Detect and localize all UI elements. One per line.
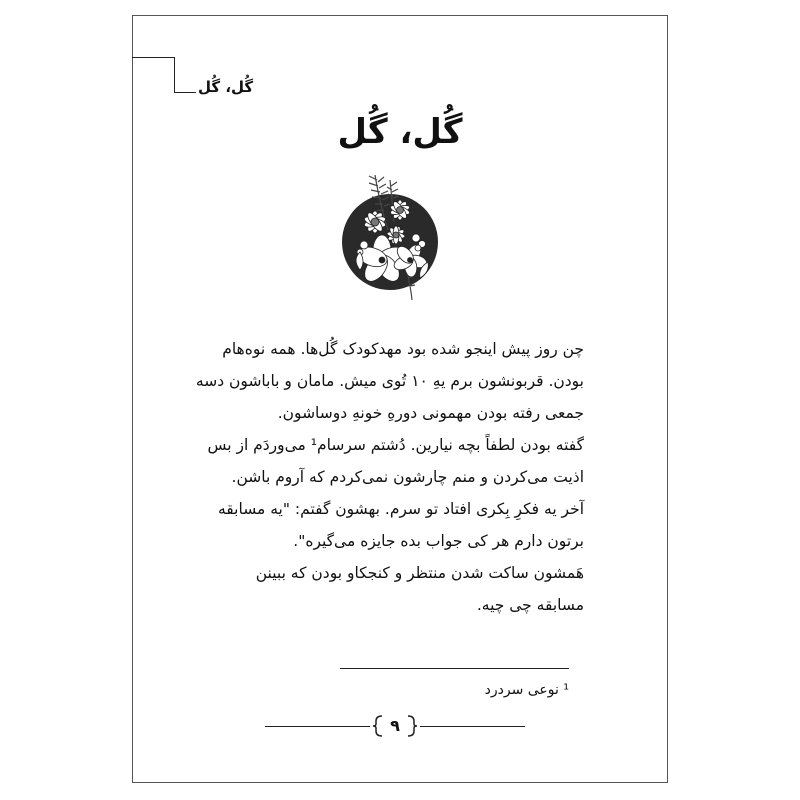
body-line: برتون دارم هر کی جواب بده جایزه می‌گیره". <box>293 532 584 550</box>
body-line: بودن. قربونشون برم یهِ ۱۰ تُوی میش. مامان و باباشون دسه <box>195 372 584 390</box>
body-line: هَمشون ساکت شدن منتظر و کنجکاو بودن که ببینن <box>255 564 584 582</box>
footer-rule-right <box>420 726 525 727</box>
footnote-rule <box>340 668 569 669</box>
corner-rule-short <box>174 92 196 93</box>
running-head: گُل، گُل <box>198 78 254 96</box>
corner-rule <box>132 57 174 58</box>
page-number-box <box>373 714 417 738</box>
body-line: اذیت می‌کردن و منم چارشون نمی‌کردم که آروم باشن. <box>231 468 584 486</box>
body-line: مسابقه چی چیه. <box>476 596 584 614</box>
corner-rule-vertical <box>174 57 175 92</box>
body-line: جمعی رفته بودن مهمونی دورهِ خونهِ دوساشون. <box>277 404 584 422</box>
body-text <box>195 333 584 621</box>
body-line: گفته بودن لطفاً بچه نیارین. دُشتم سرسام¹ می‌وردَم از بس <box>207 436 584 454</box>
body-line: آخر یه فکرِ بِکری افتاد تو سرم. بهشون گفتم: "یه مسابقه <box>218 500 584 518</box>
footnote: ¹ نوعی سردرد <box>484 682 569 698</box>
page-number: ۹ <box>390 716 400 735</box>
footer-rule-left <box>265 726 370 727</box>
flower-bouquet-icon <box>330 160 460 305</box>
body-line: چن روز پیش اینجو شده بود مهدکودک گُل‌ها. همه نوه‌هام <box>222 340 584 358</box>
chapter-title: گُل، گُل <box>337 112 463 152</box>
page-footer <box>265 712 525 742</box>
